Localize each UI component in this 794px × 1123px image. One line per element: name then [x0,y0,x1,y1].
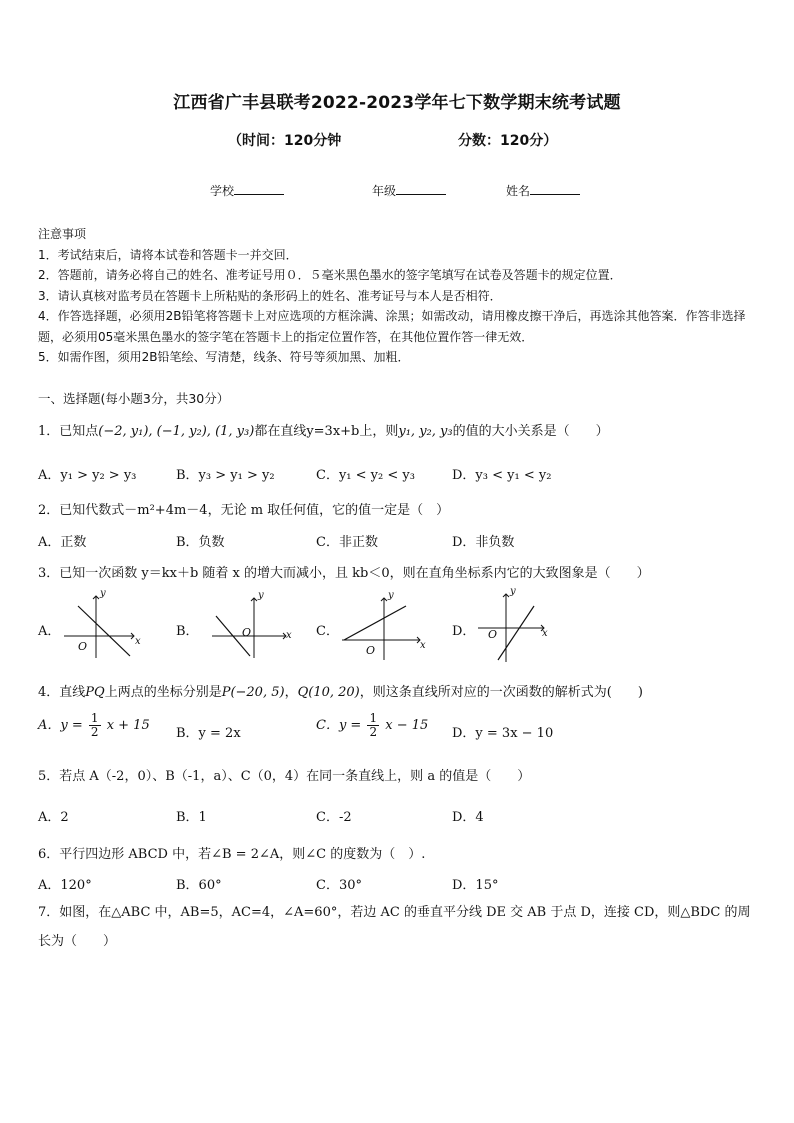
q2-option-b: B．负数 [176,535,225,550]
q5-option-c: C．-2 [316,810,352,825]
function-line [498,606,534,660]
q4-option-a [38,712,150,739]
grade-field [372,182,446,199]
grade-blank [396,182,446,195]
grade-label: 年级 [372,184,397,198]
q4-point-p: P(−20, 5) [221,685,285,700]
q1-option-c: C．y₁ < y₂ < y₃ [316,468,415,483]
name-field [506,182,580,199]
q4-a-pre: A．y = [38,718,83,733]
q2-option-a: A．正数 [38,535,87,550]
q3-option-d: D． [452,624,476,639]
q5-option-b: B．1 [176,810,207,825]
function-line [344,606,406,640]
graph-b-svg [210,592,300,662]
q4-a-fraction [89,712,101,739]
x-label: x [542,628,548,639]
question-6: 6．平行四边形 ABCD 中，若∠B = 2∠A，则∠C 的度数为（ ）. [38,847,426,862]
x-label: x [420,640,426,651]
exam-time: （时间：120分钟 [228,133,342,149]
graph-d-svg [476,588,556,664]
y-label: y [388,590,394,601]
q3-graph-d [476,588,556,664]
q1-option-d: D．y₃ < y₁ < y₂ [452,468,552,483]
notes-section [38,224,758,368]
numerator: 1 [369,711,378,725]
note-item: 2．答题前，请务必将自己的姓名、准考证号用０．５毫米黑色墨水的签字笔填写在试卷及答题卡的规定位置． [38,268,622,282]
name-label: 姓名 [506,184,531,198]
q1-text-b: 都在直线y=3x+b上，则 [254,424,399,439]
q6-option-d: D．15° [452,878,499,893]
question-1 [38,420,758,439]
school-label: 学校 [210,184,235,198]
question-3: 3．已知一次函数 y＝kx＋b 随着 x 的增大而减小，且 kb＜0，则在直角坐标系内它的大致图象是（ ） [38,566,650,581]
q3-graph-a [62,588,144,662]
school-field [210,182,284,199]
x-label: x [286,630,292,641]
name-blank [530,182,580,195]
q1-option-a: A．y₁ > y₂ > y₃ [38,468,137,483]
q1-vars: y₁, y₂, y₃ [398,424,453,439]
school-blank [234,182,284,195]
q3-graph-c [340,592,430,662]
q4-text-b: 上两点的坐标分别是 [104,685,222,700]
x-label: x [135,636,141,647]
origin-label: O [78,640,88,653]
question-7: 7．如图，在△ABC 中，AB=5，AC=4，∠A=60°，若边 AC 的垂直平分线 DE 交 AB 于点 D，连接 CD，则△BDC 的周长为（ ） [38,905,751,949]
q1-text-a: 1．已知点 [38,424,99,439]
origin-label: O [366,644,376,657]
q1-points: (−2, y₁), (−1, y₂), (1, y₃) [98,424,255,439]
note-item: 3．请认真核对监考员在答题卡上所粘贴的条形码上的姓名、准考证号与本人是否相符． [38,288,502,303]
q3-option-a: A． [38,624,61,639]
section-heading: 一、选择题(每小题3分，共30分） [38,391,230,406]
question-5: 5．若点 A（-2，0）、B（-1，a）、C（0，4）在同一条直线上，则 a 的值是（ ） [38,769,531,784]
q6-option-c: C．30° [316,878,362,893]
note-item: 1．考试结束后，请将本试卷和答题卡一并交回． [38,247,298,262]
q3-graph-b [210,592,300,662]
q2-option-d: D．非负数 [452,535,515,550]
q1-option-b: B．y₃ > y₁ > y₂ [176,468,275,483]
q5-option-a: A．2 [38,810,69,825]
q4-point-q: Q(10, 20) [297,685,360,700]
q4-option-c [316,712,428,739]
denominator: 2 [90,725,99,739]
q1-text-c: 的值的大小关系是（ ） [452,424,609,439]
q4-option-b: B．y = 2x [176,726,241,741]
q4-c-fraction [367,712,379,739]
origin-label: O [488,628,498,641]
note-item: 4．作答选择题，必须用2B铅笔将答题卡上对应选项的方框涂满、涂黑；如需改动，请用橡皮擦干净后，再选涂其他答案．作答非选择题，必须用05毫米黑色墨水的签字笔在答题卡上的指定位置作答，在其他位置作答一律无效． [38,309,746,344]
q4-c-pre: C．y = [316,718,362,733]
q5-option-d: D．4 [452,810,484,825]
y-label: y [258,590,264,601]
q4-text-a: 4．直线 [38,685,86,700]
graph-a-svg [62,592,144,662]
q4-text-c: ，则这条直线所对应的一次函数的解析式为( ) [359,685,643,700]
q4-a-post: x + 15 [106,718,150,733]
q4-sep: ， [284,685,298,700]
q4-option-d: D．y = 3x − 10 [452,726,554,741]
q3-option-b: B． [176,624,199,639]
q4-line: PQ [85,685,105,700]
q6-option-b: B．60° [176,878,222,893]
q3-option-c: C． [316,624,339,639]
numerator: 1 [90,711,99,725]
note-item: 5．如需作图，须用2B铅笔绘、写清楚，线条、符号等须加黑、加粗． [38,350,410,364]
q4-c-post: x − 15 [385,718,429,733]
denominator: 2 [369,725,378,739]
y-label: y [510,586,516,597]
origin-label: O [242,626,252,639]
page-title: 江西省广丰县联考2022-2023学年七下数学期末统考试题 [173,93,621,113]
q6-option-a: A．120° [38,878,92,893]
q2-option-c: C．非正数 [316,535,378,550]
notes-heading: 注意事项 [38,227,87,241]
exam-score: 分数：120分） [458,133,558,149]
question-4 [38,681,758,700]
question-2: 2．已知代数式－m²+4m－4，无论 m 取任何值，它的值一定是（ ） [38,503,450,518]
y-label: y [100,588,106,599]
graph-c-svg [340,592,430,662]
